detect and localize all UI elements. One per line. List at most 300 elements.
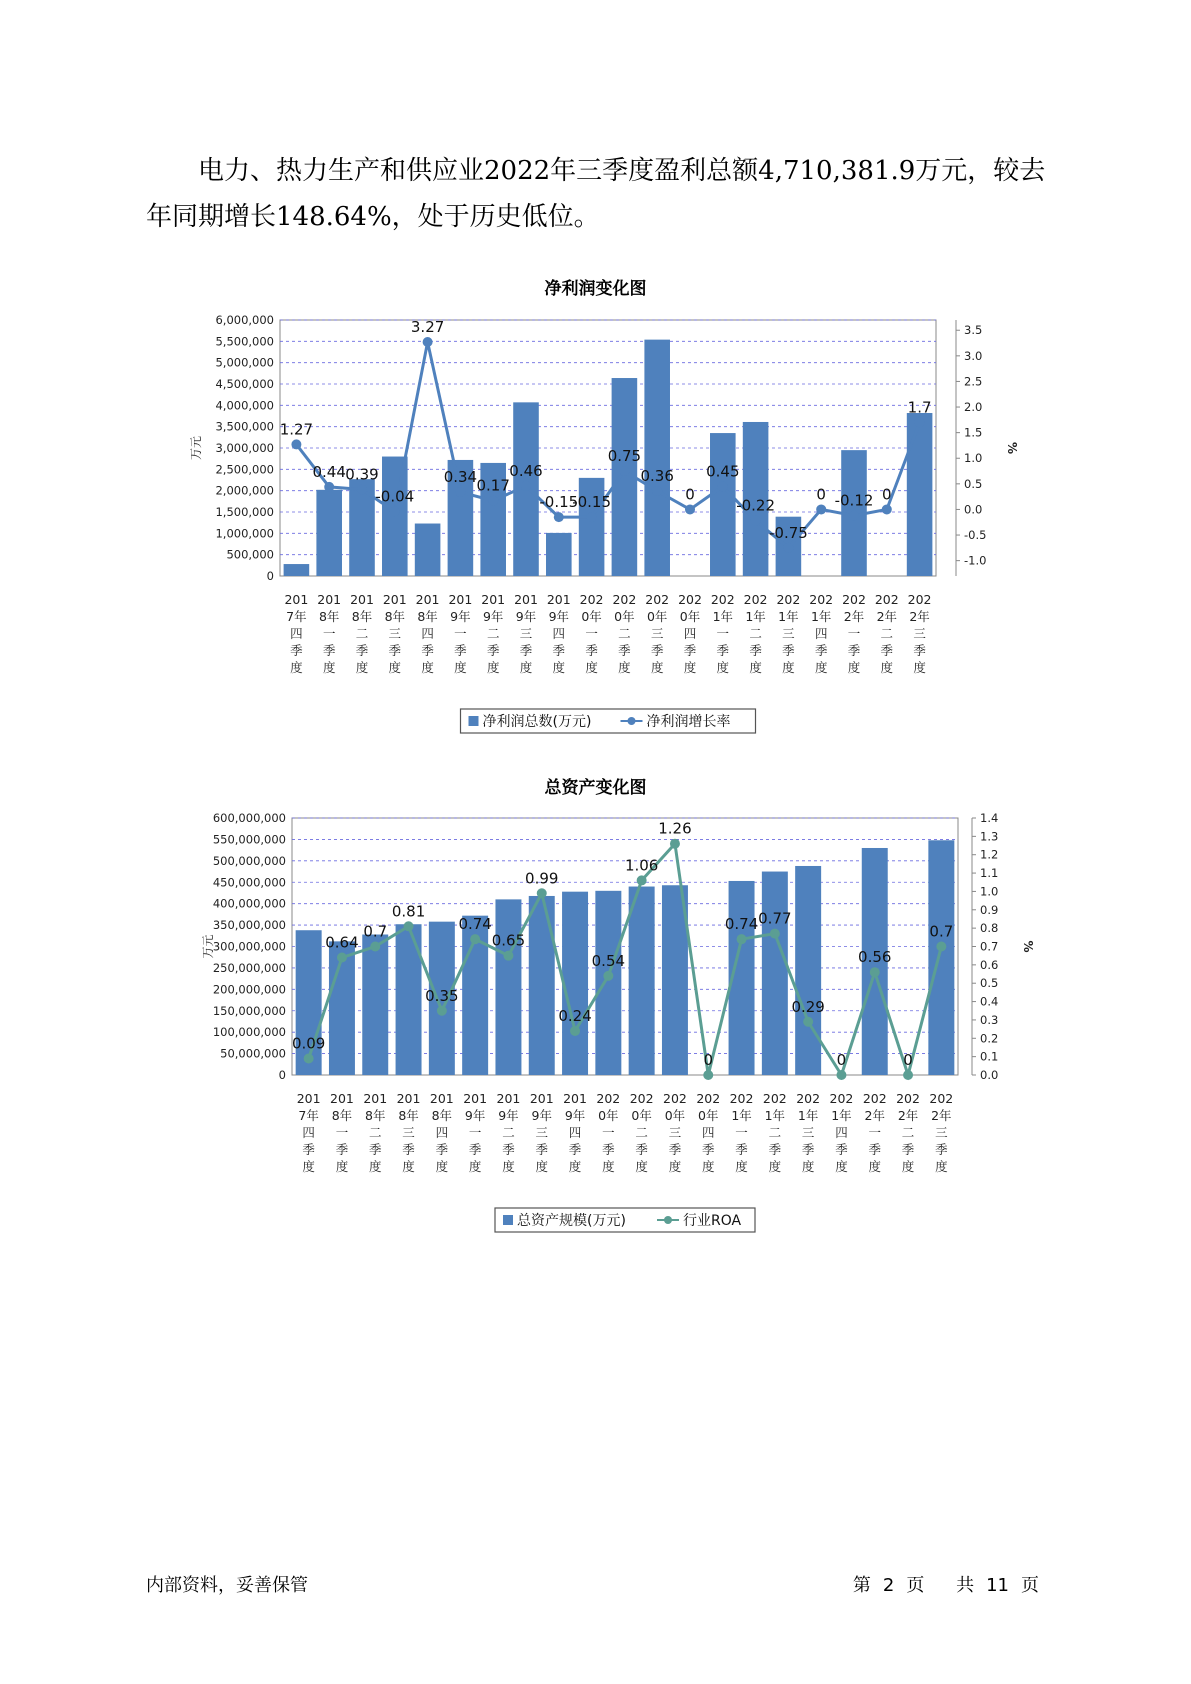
x-tick-label-line: 度 <box>618 660 631 675</box>
x-tick-label-line: 度 <box>835 1159 848 1174</box>
x-tick-label-line: 季 <box>847 643 861 658</box>
x-tick-label-line: 202 <box>796 1091 821 1106</box>
x-tick-label-line: 度 <box>502 1159 515 1174</box>
x-tick-label-line: 度 <box>535 1159 549 1174</box>
line-point <box>816 504 826 514</box>
y-tick-label: 350,000,000 <box>212 918 286 933</box>
data-label: -0.04 <box>375 487 415 506</box>
x-tick-label <box>796 1091 820 1174</box>
x-tick-label-line: 201 <box>563 1091 587 1106</box>
x-tick-label-line: 季 <box>683 643 697 658</box>
line-point <box>703 1070 713 1080</box>
bar <box>629 887 655 1075</box>
line-point <box>537 888 547 898</box>
data-label: -0.15 <box>572 493 612 512</box>
x-tick-label-line: 201 <box>415 592 440 607</box>
line-point <box>670 839 680 849</box>
x-tick-label-line: 度 <box>716 660 730 675</box>
x-tick-label <box>875 592 899 675</box>
data-label: -0.12 <box>834 491 874 510</box>
x-tick-label <box>416 592 440 675</box>
x-tick-label <box>497 1091 521 1174</box>
data-label: 0.39 <box>345 465 379 484</box>
y2-tick-label: 2.0 <box>964 400 983 415</box>
x-tick-label-line: 201 <box>296 1091 321 1106</box>
x-tick-label-line: 度 <box>868 1159 882 1174</box>
x-tick-label-line: 度 <box>683 660 697 675</box>
total-num: 11 <box>986 1575 1009 1596</box>
legend-line-marker <box>628 717 636 725</box>
y-tick-label: 4,500,000 <box>215 377 274 391</box>
y2-tick-label: 1.2 <box>980 847 999 862</box>
x-tick-label-line: 7年 <box>298 1108 319 1123</box>
y2-tick-label: 0.3 <box>980 1012 999 1027</box>
y-axis-label: 万元 <box>201 934 215 959</box>
x-tick-label-line: 二 <box>880 626 894 641</box>
x-tick-label <box>596 1091 620 1174</box>
x-tick-label-line: 度 <box>302 1159 315 1174</box>
line-point <box>783 543 793 553</box>
x-tick-label-line: 8年 <box>331 1108 353 1123</box>
data-label: 0.46 <box>509 461 543 480</box>
x-tick-label-line: 度 <box>735 1159 748 1174</box>
x-tick-label-line: 201 <box>463 1091 488 1106</box>
y2-tick-label: 0.1 <box>980 1049 999 1064</box>
x-tick-label-line: 三 <box>935 1125 948 1140</box>
data-label: 0 <box>882 485 892 504</box>
x-tick-label-line: 季 <box>302 1142 315 1157</box>
x-tick-label-line: 1年 <box>797 1108 819 1123</box>
total-unit: 页 <box>1021 1575 1039 1596</box>
x-tick-label <box>317 592 341 675</box>
x-tick-label-line: 季 <box>322 643 336 658</box>
x-tick-label-line: 201 <box>330 1091 354 1106</box>
x-tick-label-line: 季 <box>618 643 631 658</box>
line-point <box>751 516 761 526</box>
x-tick-label-line: 季 <box>585 643 598 658</box>
x-tick-label <box>284 592 308 675</box>
x-tick-label-line: 度 <box>602 1159 615 1174</box>
x-tick-label-line: 度 <box>368 1159 382 1174</box>
x-tick-label-line: 202 <box>579 592 604 607</box>
bar <box>415 524 441 576</box>
x-tick-label-line: 202 <box>762 1091 787 1106</box>
y2-tick-label: 0.4 <box>980 994 999 1009</box>
data-label: 0.74 <box>724 915 759 934</box>
x-tick-label-line: 一 <box>735 1125 748 1140</box>
y2-tick-label: 0.5 <box>980 976 999 991</box>
x-tick-label-line: 8年 <box>384 609 406 624</box>
y2-tick-label: 0.9 <box>980 902 999 917</box>
legend-line-label: 净利润增长率 <box>646 714 731 730</box>
x-tick-label-line: 201 <box>429 1091 454 1106</box>
x-tick-label-line: 度 <box>668 1159 682 1174</box>
x-tick-label-line: 季 <box>801 1142 815 1157</box>
x-tick-label-line: 7年 <box>286 609 307 624</box>
legend-bar-swatch <box>503 1215 513 1225</box>
x-tick-label <box>547 592 571 675</box>
x-tick-label <box>330 1091 354 1174</box>
x-tick-label <box>678 592 702 675</box>
data-label: 1.26 <box>658 819 692 838</box>
y2-tick-label: 0.0 <box>964 502 983 517</box>
x-tick-label <box>842 592 866 675</box>
chart-title-total-assets: 总资产变化图 <box>544 778 647 798</box>
data-label: 3.27 <box>410 318 445 337</box>
x-tick-label-line: 2年 <box>864 1108 885 1123</box>
x-tick-label-line: 0年 <box>679 609 701 624</box>
x-tick-label-line: 201 <box>284 592 309 607</box>
x-tick-label-line: 9年 <box>498 1108 519 1123</box>
bar <box>795 866 821 1075</box>
data-label: 0.74 <box>458 915 492 934</box>
x-tick-label-line: 二 <box>486 626 500 641</box>
line-point <box>570 1026 580 1036</box>
x-tick-label-line: 0年 <box>631 1108 652 1123</box>
data-label: 0.54 <box>591 951 626 970</box>
x-tick-label-line: 202 <box>729 1091 754 1106</box>
data-label: 0.77 <box>758 909 792 928</box>
line-point <box>554 512 564 522</box>
data-label: -0.75 <box>768 523 808 542</box>
x-tick-label-line: 202 <box>696 1091 721 1106</box>
data-label: 1.27 <box>279 420 314 439</box>
x-tick-label-line: 度 <box>768 1159 782 1174</box>
y2-tick-label: 1.5 <box>964 425 983 440</box>
x-tick-label-line: 9年 <box>564 1108 586 1123</box>
y-tick-label: 500,000,000 <box>212 853 286 868</box>
data-label: 0.34 <box>443 468 478 487</box>
y-tick-label: 2,000,000 <box>215 483 274 498</box>
x-tick-label <box>430 1091 454 1174</box>
x-tick-label-line: 四 <box>683 626 697 641</box>
x-tick-label-line: 度 <box>519 660 533 675</box>
y-tick-label: 2,500,000 <box>215 462 274 477</box>
x-tick-label-line: 季 <box>735 1142 748 1157</box>
x-tick-label-line: 202 <box>929 1091 954 1106</box>
y2-tick-label: -0.5 <box>964 528 987 543</box>
x-tick-label-line: 1年 <box>764 1108 786 1123</box>
y2-axis-label: % <box>1021 940 1035 953</box>
data-label: 1.06 <box>624 856 659 875</box>
x-tick-label-line: 二 <box>768 1125 782 1140</box>
line-point <box>870 967 880 977</box>
line-point <box>370 942 380 952</box>
line-point <box>903 1070 913 1080</box>
x-tick-label <box>711 592 735 675</box>
y-tick-label: 300,000,000 <box>212 939 286 954</box>
x-tick-label-line: 四 <box>568 1125 582 1140</box>
x-tick-label-line: 季 <box>716 643 730 658</box>
x-tick-label-line: 度 <box>486 660 500 675</box>
x-tick-label-line: 三 <box>668 1125 682 1140</box>
data-label: 0.35 <box>425 986 459 1005</box>
line-point <box>619 466 629 476</box>
x-tick-label-line: 8年 <box>365 1108 386 1123</box>
line-point <box>637 875 647 885</box>
x-tick-label-line: 度 <box>421 660 434 675</box>
line-point <box>437 1006 447 1016</box>
x-tick-label-line: 季 <box>768 1142 782 1157</box>
y-tick-label: 450,000,000 <box>212 875 286 890</box>
y-tick-label: 150,000,000 <box>212 1003 286 1018</box>
x-tick-label-line: 二 <box>502 1125 515 1140</box>
y-tick-label: 100,000,000 <box>212 1025 286 1040</box>
x-tick-label-line: 度 <box>335 1159 349 1174</box>
x-tick-label-line: 202 <box>645 592 670 607</box>
line-point <box>849 511 859 521</box>
bar <box>284 564 310 576</box>
data-label: 0.36 <box>640 467 674 486</box>
x-tick-label-line: 0年 <box>664 1108 686 1123</box>
x-tick-label-line: 202 <box>896 1091 920 1106</box>
x-tick-label-line: 一 <box>322 626 336 641</box>
x-tick-label <box>580 592 604 675</box>
x-tick-label-line: 202 <box>809 592 834 607</box>
data-label: 0.64 <box>325 933 359 952</box>
y-tick-label: 3,500,000 <box>215 419 274 434</box>
bar <box>644 340 670 576</box>
data-label: 0 <box>816 485 826 504</box>
bar <box>296 930 322 1075</box>
x-tick-label-line: 四 <box>435 1125 449 1140</box>
x-tick-label-line: 2年 <box>843 609 865 624</box>
x-tick-label-line: 度 <box>355 660 369 675</box>
x-tick-label-line: 一 <box>585 626 598 641</box>
data-label: 0.7 <box>929 922 954 941</box>
x-tick-label-line: 季 <box>435 1142 449 1157</box>
line-point <box>304 1053 314 1063</box>
legend-bar-swatch <box>469 716 479 726</box>
x-tick-label-line: 201 <box>546 592 571 607</box>
x-tick-label-line: 季 <box>468 1142 482 1157</box>
bar <box>546 533 572 576</box>
x-tick-label-line: 季 <box>814 643 828 658</box>
x-tick-label-line: 202 <box>710 592 735 607</box>
x-tick-label-line: 三 <box>650 626 664 641</box>
x-tick-label <box>383 592 407 675</box>
x-tick-label <box>863 1091 887 1174</box>
y-tick-label: 250,000,000 <box>212 960 286 975</box>
x-tick-label-line: 一 <box>847 626 861 641</box>
data-label: 0 <box>836 1051 847 1069</box>
x-tick-label-line: 201 <box>529 1091 554 1106</box>
x-tick-label-line: 一 <box>468 1125 482 1140</box>
data-label: 0.65 <box>491 931 526 950</box>
x-tick-label-line: 1年 <box>810 609 832 624</box>
line-point <box>324 482 334 492</box>
data-label: 0.29 <box>791 997 825 1016</box>
x-tick-label-line: 度 <box>322 660 336 675</box>
x-tick-label-line: 季 <box>486 643 500 658</box>
y2-tick-label: 1.3 <box>980 829 999 844</box>
x-tick-label-line: 季 <box>835 1142 848 1157</box>
legend-line-marker <box>664 1216 672 1224</box>
x-tick-label-line: 一 <box>868 1125 882 1140</box>
x-tick-label-line: 季 <box>290 643 303 658</box>
x-tick-label-line: 四 <box>421 626 434 641</box>
data-label: 0.24 <box>558 1006 592 1025</box>
data-label: 1.7 <box>907 398 932 417</box>
data-label: 0.45 <box>706 462 740 481</box>
y-tick-label: 400,000,000 <box>212 896 286 911</box>
y-tick-label: 500,000 <box>226 547 274 562</box>
x-tick-label-line: 季 <box>935 1142 948 1157</box>
footer-page-number <box>847 1571 1045 1597</box>
x-tick-label <box>350 592 374 675</box>
data-label: 0.17 <box>476 476 510 495</box>
data-label: -0.22 <box>736 496 776 515</box>
x-tick-label-line: 202 <box>829 1091 854 1106</box>
x-tick-label-line: 2年 <box>897 1108 919 1123</box>
x-tick-label-line: 9年 <box>515 609 537 624</box>
data-label: 0.44 <box>312 462 346 481</box>
line-point <box>470 934 480 944</box>
y2-tick-label: 1.4 <box>980 811 999 825</box>
x-tick-label-line: 202 <box>776 592 801 607</box>
x-tick-label <box>896 1091 920 1174</box>
x-tick-label-line: 季 <box>568 1142 582 1157</box>
x-tick-label <box>809 592 833 675</box>
x-tick-label <box>297 1091 321 1174</box>
bar <box>907 413 933 576</box>
x-tick-label-line: 三 <box>388 626 402 641</box>
x-tick-label-line: 季 <box>368 1142 382 1157</box>
x-tick-label-line: 三 <box>535 1125 549 1140</box>
y2-tick-label: 1.1 <box>980 866 999 881</box>
x-tick-label-line: 季 <box>868 1142 882 1157</box>
x-tick-label <box>645 592 669 675</box>
data-label: 0.75 <box>607 447 642 466</box>
data-label: 0 <box>685 485 695 504</box>
x-tick-label-line: 季 <box>602 1142 615 1157</box>
line-point <box>337 953 347 963</box>
total-prefix: 共 <box>956 1575 975 1596</box>
x-tick-label-line: 季 <box>535 1142 549 1157</box>
bar <box>529 896 555 1075</box>
x-tick-label-line: 二 <box>901 1125 915 1140</box>
y2-tick-label: 3.5 <box>964 323 983 338</box>
y2-axis-label: % <box>1005 441 1019 455</box>
x-tick-label-line: 季 <box>782 643 795 658</box>
legend-bar-label: 总资产规模(万元) <box>517 1213 626 1229</box>
x-tick-label <box>663 1091 687 1174</box>
x-tick-label-line: 1年 <box>831 1108 852 1123</box>
x-tick-label-line: 9年 <box>548 609 570 624</box>
x-tick-label <box>514 592 538 675</box>
net-profit-chart <box>0 300 1191 730</box>
x-tick-label-line: 201 <box>396 1091 421 1106</box>
x-tick-label-line: 度 <box>568 1159 582 1174</box>
line-point <box>836 1070 846 1080</box>
x-tick-label-line: 度 <box>388 660 402 675</box>
x-tick-label <box>563 1091 587 1174</box>
line-point <box>770 929 780 939</box>
y-tick-label: 5,500,000 <box>215 334 274 349</box>
x-tick-label-line: 201 <box>514 592 538 607</box>
x-tick-label-line: 三 <box>402 1125 415 1140</box>
chart-title-net-profit: 净利润变化图 <box>544 279 647 299</box>
x-tick-label-line: 9年 <box>464 1108 486 1123</box>
y2-tick-label: 0.2 <box>980 1031 999 1046</box>
x-tick-label-line: 201 <box>363 1091 388 1106</box>
x-tick-label-line: 季 <box>749 643 762 658</box>
x-tick-label <box>397 1091 421 1174</box>
line-point <box>718 481 728 491</box>
x-tick-label <box>481 592 505 675</box>
x-tick-label-line: 0年 <box>614 609 635 624</box>
x-tick-label-line: 二 <box>749 626 762 641</box>
x-tick-label-line: 一 <box>716 626 730 641</box>
x-tick-label-line: 202 <box>612 592 637 607</box>
y2-tick-label: 1.0 <box>980 884 999 899</box>
line-point <box>503 951 513 961</box>
x-tick-label-line: 度 <box>552 660 566 675</box>
x-tick-label-line: 季 <box>335 1142 349 1157</box>
x-tick-label-line: 季 <box>701 1142 715 1157</box>
x-tick-label-line: 二 <box>635 1125 648 1140</box>
x-tick-label-line: 度 <box>749 660 762 675</box>
y-tick-label: 200,000,000 <box>212 982 286 997</box>
x-tick-label-line: 2年 <box>931 1108 952 1123</box>
x-tick-label-line: 0年 <box>581 609 602 624</box>
x-tick-label-line: 201 <box>350 592 374 607</box>
y2-tick-label: 2.5 <box>964 374 983 389</box>
y2-tick-label: 0.7 <box>980 939 999 954</box>
x-tick-label-line: 度 <box>880 660 894 675</box>
x-tick-label-line: 201 <box>317 592 342 607</box>
line-point <box>652 486 662 496</box>
data-label: 0.09 <box>291 1034 326 1053</box>
x-tick-label-line: 二 <box>618 626 631 641</box>
x-tick-label-line: 季 <box>668 1142 682 1157</box>
page-unit: 页 <box>906 1575 925 1596</box>
data-label: 0 <box>903 1051 913 1069</box>
y2-tick-label: 1.0 <box>964 451 983 466</box>
x-tick-label-line: 一 <box>602 1125 615 1140</box>
x-tick-label-line: 季 <box>650 643 664 658</box>
y-tick-label: 1,000,000 <box>215 526 274 541</box>
y2-tick-label: 0.0 <box>980 1068 999 1082</box>
x-tick-label <box>463 1091 487 1174</box>
x-tick-label-line: 三 <box>519 626 533 641</box>
x-tick-label <box>929 1091 953 1174</box>
line-point <box>291 439 301 449</box>
x-tick-label-line: 8年 <box>398 1108 419 1123</box>
x-tick-label-line: 1年 <box>778 609 799 624</box>
x-tick-label-line: 8年 <box>318 609 340 624</box>
bar <box>710 433 736 576</box>
x-tick-label-line: 四 <box>701 1125 715 1140</box>
x-tick-label-line: 度 <box>454 660 467 675</box>
bar <box>316 490 342 576</box>
line-point <box>521 481 531 491</box>
line-point <box>404 921 414 931</box>
bar <box>495 899 521 1075</box>
x-tick-label-line: 四 <box>290 626 303 641</box>
x-tick-label-line: 202 <box>907 592 932 607</box>
line-point <box>455 487 465 497</box>
x-tick-label-line: 202 <box>629 1091 654 1106</box>
x-tick-label-line: 度 <box>468 1159 482 1174</box>
x-tick-label-line: 度 <box>814 660 828 675</box>
footer-confidential-note: 内部资料，妥善保管 <box>146 1575 308 1596</box>
page-num: 2 <box>882 1575 895 1596</box>
x-tick-label-line: 201 <box>496 1091 521 1106</box>
x-tick-label-line: 202 <box>678 592 702 607</box>
y2-tick-label: 3.0 <box>964 348 983 363</box>
line-point <box>587 512 597 522</box>
